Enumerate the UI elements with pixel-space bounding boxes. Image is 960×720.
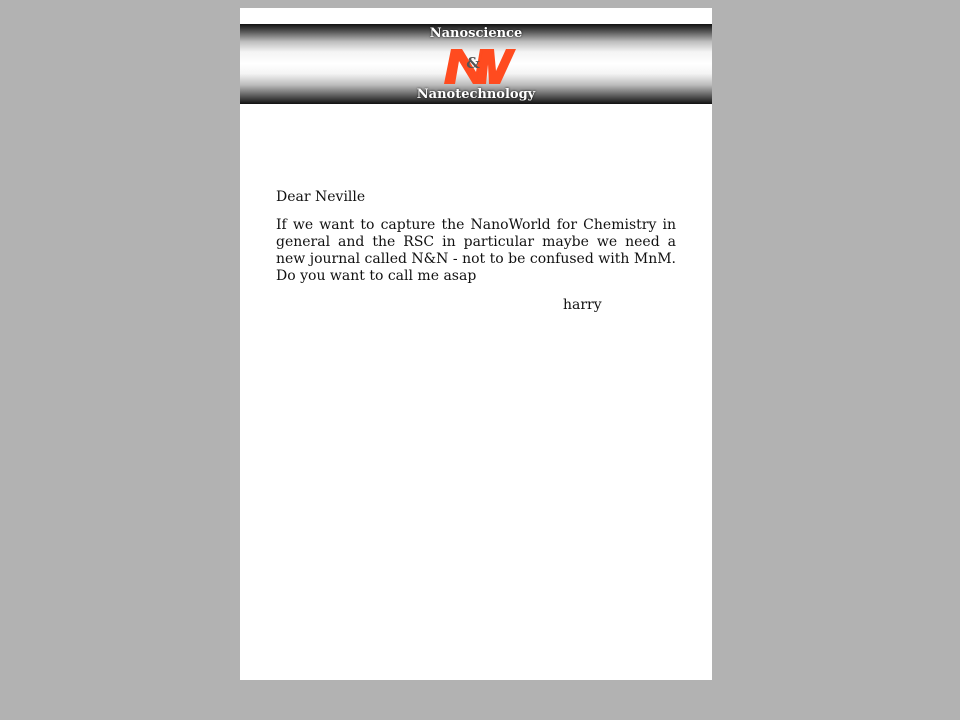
letter-signature: harry bbox=[563, 297, 602, 313]
letter-page bbox=[240, 8, 712, 680]
banner-nanoscience-text: Nanoscience bbox=[429, 26, 523, 41]
logo-ampersand: & bbox=[466, 54, 480, 72]
banner-nanotechnology-text: Nanotechnology bbox=[416, 87, 536, 102]
letter-greeting: Dear Neville bbox=[276, 189, 366, 205]
letter-body: If we want to capture the NanoWorld for Chemistry in general and the RSC in particular maybe we need a new journal called N&N - not to be confused with MnM. Do you want to call me asap bbox=[276, 217, 676, 284]
letter-content bbox=[276, 189, 676, 314]
header-banner bbox=[240, 24, 712, 104]
nn-logo-icon bbox=[436, 47, 516, 85]
